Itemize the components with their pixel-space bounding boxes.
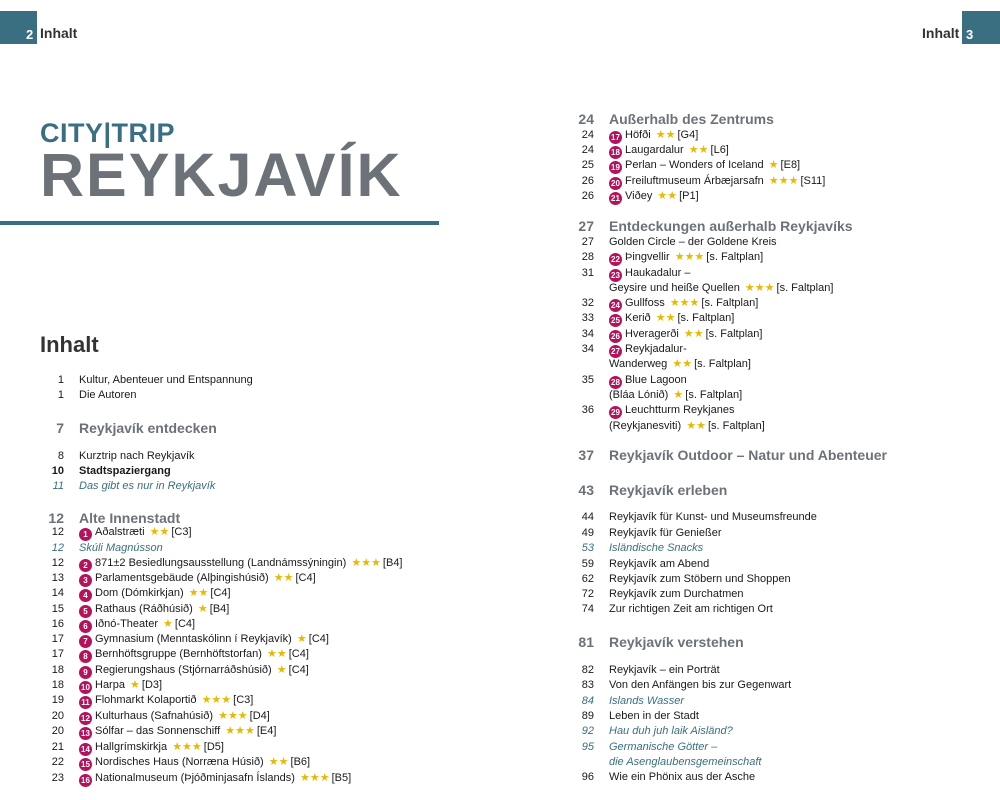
sight-number-badge: 2: [79, 559, 92, 572]
star-rating-icon: ★★★: [669, 297, 700, 309]
toc-entry-text: Rathaus (Ráðhúsið): [95, 603, 193, 615]
map-grid-reference: [B4]: [382, 557, 403, 569]
toc-page-number: 74: [581, 603, 594, 615]
star-rating-icon: ★: [276, 664, 287, 676]
toc-entry-label: [609, 632, 744, 652]
toc-entry-text: Golden Circle – der Goldene Kreis: [609, 236, 777, 248]
toc-entry-text: Wanderweg: [609, 358, 668, 370]
toc-entry-text: Reykjavík entdecken: [79, 420, 217, 436]
toc-entry-text: Germanische Götter –: [609, 741, 718, 753]
sight-number-badge: 29: [609, 406, 622, 419]
toc-entry-label: [609, 188, 699, 205]
toc-entry-text: Reykjavík für Genießer: [609, 527, 722, 539]
star-rating-icon: ★★★: [225, 725, 255, 737]
star-rating-icon: ★★: [655, 312, 676, 324]
toc-page-number: 37: [578, 447, 594, 463]
toc-page-number: 24: [581, 144, 594, 156]
toc-entry-text: Nationalmuseum (Þjóðminjasafn Íslands): [95, 772, 295, 784]
toc-entry-label: [609, 739, 717, 755]
map-grid-reference: [C4]: [288, 664, 309, 676]
star-rating-icon: ★★★: [744, 282, 775, 294]
toc-entry-text: Gymnasium (Menntaskólinn í Reykjavík): [95, 633, 292, 645]
sight-number-badge: 21: [609, 192, 622, 205]
star-rating-icon: ★: [130, 679, 140, 691]
toc-entry-text: Islands Wasser: [609, 695, 684, 707]
toc-entry-text: Reykjavík für Kunst- und Museumsfreunde: [609, 511, 817, 523]
toc-entry-text: Leben in der Stadt: [609, 710, 699, 722]
title-rule: [0, 221, 439, 225]
star-rating-icon: ★★: [267, 648, 287, 660]
sight-number-badge: 12: [79, 712, 92, 725]
toc-entry-label: [609, 693, 684, 709]
toc-entry-text: Kurztrip nach Reykjavík: [79, 450, 195, 462]
toc-entry-text: Laugardalur: [625, 144, 684, 156]
map-grid-reference: [C4]: [174, 618, 196, 630]
sight-number-badge: 26: [609, 330, 622, 343]
toc-entry-text: Parlamentsgebäude (Alþingishúsið): [95, 572, 269, 584]
toc-entry-text: Kerið: [625, 312, 651, 324]
toc-entry-text: Reykjavík erleben: [609, 482, 728, 498]
toc-entry-text: Freiluftmuseum Árbæjarsafn: [625, 175, 764, 187]
star-rating-icon: ★: [768, 159, 779, 171]
right-page-number: 3: [966, 27, 974, 42]
sight-number-badge: 10: [79, 681, 92, 694]
toc-page-number: 13: [51, 572, 64, 584]
toc-entry-text: Þingvellir: [625, 251, 670, 263]
toc-entry-text: Haukadalur –: [625, 267, 691, 279]
toc-entry-label: [609, 418, 765, 434]
toc-page-number: 84: [581, 695, 594, 707]
sight-number-badge: 18: [609, 146, 622, 159]
map-grid-reference: [C4]: [210, 587, 231, 599]
toc-page-number: 12: [51, 542, 64, 554]
toc-page-number: 21: [51, 741, 64, 753]
sight-number-badge: 11: [79, 696, 92, 709]
toc-entry-text: Skúli Magnússon: [79, 542, 163, 554]
map-grid-reference: [s. Faltplan]: [685, 389, 743, 401]
toc-entry-text: Reykjavík zum Stöbern und Shoppen: [609, 573, 791, 585]
toc-page-number: 96: [581, 771, 594, 783]
toc-page-number: 36: [581, 404, 594, 416]
sight-number-badge: 20: [609, 177, 622, 190]
toc-page-number: 92: [581, 725, 594, 737]
toc-entry-label: [79, 418, 217, 438]
star-rating-icon: ★★★: [351, 557, 381, 569]
toc-entry-text: Zur richtigen Zeit am richtigen Ort: [609, 603, 773, 615]
toc-entry-label: [609, 157, 800, 174]
sight-number-badge: 3: [79, 574, 92, 587]
toc-entry-label: [609, 525, 721, 541]
toc-page-number: 35: [581, 374, 594, 386]
sight-number-badge: 4: [79, 589, 92, 602]
toc-page-number: 12: [51, 557, 64, 569]
map-grid-reference: [E8]: [780, 159, 801, 171]
toc-entry-text: Stadtspaziergang: [79, 465, 171, 477]
toc-entry-label: [609, 556, 709, 572]
star-rating-icon: ★★: [268, 756, 289, 768]
star-rating-icon: ★: [296, 633, 307, 645]
map-grid-reference: [s. Faltplan]: [776, 282, 834, 294]
toc-entry-text: Höfði: [625, 129, 651, 141]
star-rating-icon: ★: [163, 618, 173, 630]
star-rating-icon: ★★★: [674, 251, 705, 263]
sight-number-badge: 28: [609, 376, 622, 389]
toc-page-number: 43: [578, 482, 594, 498]
sight-number-badge: 25: [609, 314, 622, 327]
map-grid-reference: [B4]: [209, 603, 230, 615]
toc-entry-text: (Bláa Lónið): [609, 389, 669, 401]
toc-entry-text: Reykjavík – ein Porträt: [609, 664, 720, 676]
sight-number-badge: 6: [79, 620, 92, 633]
star-rating-icon: ★: [197, 603, 208, 615]
toc-page-number: 27: [581, 236, 594, 248]
toc-entry-label: [79, 448, 195, 464]
toc-entry-text: Außerhalb des Zentrums: [609, 111, 774, 127]
star-rating-icon: ★★★: [768, 175, 799, 187]
sight-number-badge: 27: [609, 345, 622, 358]
toc-page-number: 18: [51, 664, 64, 676]
map-grid-reference: [C4]: [295, 572, 316, 584]
toc-entry-label: [609, 387, 742, 403]
sight-number-badge: 5: [79, 605, 92, 618]
toc-entry-text: Von den Anfängen bis zur Gegenwart: [609, 679, 792, 691]
toc-page-number: 82: [581, 664, 594, 676]
toc-page-number: 32: [581, 297, 594, 309]
toc-entry-text: Reykjavík verstehen: [609, 634, 744, 650]
toc-page-number: 17: [51, 648, 64, 660]
map-grid-reference: [s. Faltplan]: [705, 328, 763, 340]
toc-page-number: 11: [52, 480, 64, 492]
map-grid-reference: [D5]: [203, 741, 224, 753]
toc-entry-label: [79, 540, 163, 556]
right-running-header: Inhalt: [922, 25, 960, 41]
toc-page-number: 83: [581, 679, 594, 691]
map-grid-reference: [s. Faltplan]: [706, 251, 764, 263]
toc-entry-label: [609, 769, 755, 785]
star-rating-icon: ★: [673, 389, 684, 401]
toc-entry-text: (Reykjanesviti): [609, 420, 682, 432]
toc-page-number: 89: [581, 710, 594, 722]
toc-page-number: 26: [581, 175, 594, 187]
toc-entry-label: [609, 708, 699, 724]
toc-page-number: 24: [581, 129, 594, 141]
toc-page-number: 62: [581, 573, 594, 585]
toc-entry-label: [79, 646, 309, 663]
toc-entry-label: [609, 509, 817, 525]
map-grid-reference: [E4]: [256, 725, 277, 737]
map-grid-reference: [s. Faltplan]: [701, 297, 759, 309]
map-grid-reference: [L6]: [710, 144, 729, 156]
toc-page-number: 7: [56, 420, 64, 436]
toc-page-number: 25: [581, 159, 594, 171]
toc-entry-text: Isländische Snacks: [609, 542, 704, 554]
toc-entry-text: Kultur, Abenteuer und Entspannung: [79, 374, 253, 386]
toc-entry-text: Nordisches Haus (Norræna Húsið): [95, 756, 264, 768]
toc-entry-label: [79, 463, 171, 479]
map-grid-reference: [S11]: [800, 175, 826, 187]
star-rating-icon: ★★★: [218, 710, 248, 722]
toc-page-number: 49: [581, 527, 594, 539]
toc-heading: Inhalt: [40, 332, 99, 357]
toc-page-number: 12: [48, 510, 64, 526]
map-grid-reference: [C3]: [171, 526, 192, 538]
toc-entry-label: [609, 723, 733, 739]
star-rating-icon: ★★: [273, 572, 294, 584]
map-grid-reference: [B5]: [331, 772, 352, 784]
sight-number-badge: 7: [79, 635, 92, 648]
left-page-number: 2: [26, 27, 34, 42]
toc-entry-text: 871±2 Besiedlungsausstellung (Landnámssýningin): [95, 557, 347, 569]
toc-entry-text: Geysire und heiße Quellen: [609, 282, 740, 294]
sight-number-badge: 14: [79, 743, 92, 756]
star-rating-icon: ★★: [188, 587, 209, 599]
sight-number-badge: 19: [609, 161, 622, 174]
sight-number-badge: 15: [79, 758, 92, 771]
map-grid-reference: [D4]: [249, 710, 270, 722]
map-grid-reference: [B6]: [290, 756, 311, 768]
toc-page-number: 33: [581, 312, 594, 324]
sight-number-badge: 17: [609, 131, 622, 144]
map-grid-reference: [D3]: [141, 679, 163, 691]
map-grid-reference: [C4]: [308, 633, 329, 645]
toc-entry-label: [79, 692, 253, 709]
toc-page-number: 24: [578, 111, 594, 127]
toc-entry-text: Wie ein Phönix aus der Asche: [609, 771, 756, 783]
toc-entry-label: [609, 280, 833, 296]
map-grid-reference: [C3]: [233, 694, 254, 706]
toc-entry-label: [609, 310, 734, 327]
toc-entry-text: Leuchtturm Reykjanes: [625, 404, 735, 416]
toc-entry-text: Das gibt es nur in Reykjavík: [79, 480, 216, 492]
toc-entry-label: [79, 524, 192, 541]
toc-entry-label: [79, 478, 215, 494]
map-grid-reference: [s. Faltplan]: [707, 420, 765, 432]
toc-page-number: 27: [578, 218, 594, 234]
book-title: REYKJAVÍK: [40, 141, 403, 209]
toc-entry-text: Die Autoren: [79, 389, 137, 401]
toc-entry-text: Kulturhaus (Safnahúsið): [95, 710, 214, 722]
toc-entry-text: Hallgrímskirkja: [95, 741, 168, 753]
toc-entry-text: Viðey: [625, 190, 653, 202]
toc-entry-label: [79, 387, 136, 403]
sight-number-badge: 24: [609, 299, 622, 312]
toc-entry-label: [609, 601, 773, 617]
toc-page-number: 8: [57, 450, 64, 462]
toc-entry-label: [609, 234, 777, 250]
toc-page-number: 44: [581, 511, 594, 523]
toc-entry-text: Hau duh juh laik Aisländ?: [609, 725, 733, 737]
toc-page-number: 20: [51, 725, 64, 737]
star-rating-icon: ★★★: [300, 772, 330, 784]
toc-page-number: 59: [581, 558, 594, 570]
toc-entry-text: Blue Lagoon: [625, 374, 687, 386]
map-grid-reference: [P1]: [679, 190, 699, 202]
toc-entry-text: Dom (Dómkirkjan): [95, 587, 184, 599]
toc-page-number: 14: [51, 587, 64, 599]
star-rating-icon: ★★★: [172, 741, 202, 753]
toc-page-number: 19: [51, 694, 64, 706]
toc-entry-text: Entdeckungen außerhalb Reykjavíks: [609, 218, 853, 234]
toc-entry-label: [609, 445, 887, 465]
star-rating-icon: ★★: [657, 190, 678, 202]
toc-page-number: 1: [57, 389, 64, 401]
left-running-header: Inhalt: [40, 25, 78, 41]
map-grid-reference: [G4]: [677, 129, 699, 141]
toc-entry-text: Perlan – Wonders of Iceland: [625, 159, 764, 171]
toc-entry-text: Alte Innenstadt: [79, 510, 181, 526]
toc-entry-label: [79, 723, 276, 740]
toc-page-number: 15: [51, 603, 64, 615]
sight-number-badge: 9: [79, 666, 92, 679]
toc-page-number: 31: [581, 267, 594, 279]
toc-page-number: 34: [581, 328, 594, 340]
toc-entry-text: die Asenglaubensgemeinschaft: [609, 756, 762, 768]
toc-entry-text: Harpa: [95, 679, 125, 691]
star-rating-icon: ★★: [686, 420, 706, 432]
toc-page-number: 1: [57, 374, 64, 386]
toc-entry-label: [79, 754, 310, 771]
sight-number-badge: 22: [609, 253, 622, 266]
toc-entry-text: Reykjavík Outdoor – Natur und Abenteuer: [609, 447, 887, 463]
sight-number-badge: 8: [79, 650, 92, 663]
toc-entry-text: Regierungshaus (Stjórnarráðshúsið): [95, 664, 272, 676]
toc-entry-label: [609, 540, 703, 556]
sight-number-badge: 23: [609, 269, 622, 282]
star-rating-icon: ★★: [683, 328, 704, 340]
toc-page-number: 22: [51, 756, 64, 768]
toc-entry-text: Flohmarkt Kolaportið: [95, 694, 197, 706]
toc-entry-label: [609, 677, 791, 693]
brand-label: CITY|TRIP: [40, 118, 176, 148]
toc-page-number: 72: [581, 588, 594, 600]
toc-entry-text: Reykjavík zum Durchatmen: [609, 588, 744, 600]
sight-number-badge: 16: [79, 774, 92, 787]
toc-entry-text: Iðnó-Theater: [95, 618, 158, 630]
toc-entry-label: [609, 662, 720, 678]
toc-entry-label: [609, 249, 763, 266]
star-rating-icon: ★★: [655, 129, 676, 141]
toc-entry-label: [609, 586, 744, 602]
toc-entry-text: Reykjavík am Abend: [609, 558, 710, 570]
toc-page-number: 10: [51, 465, 64, 477]
map-grid-reference: [C4]: [288, 648, 309, 660]
toc-page-number: 20: [51, 710, 64, 722]
toc-entry-text: Gullfoss: [625, 297, 665, 309]
toc-entry-label: [609, 356, 751, 372]
toc-page-number: 34: [581, 343, 594, 355]
toc-entry-text: Aðalstræti: [95, 526, 145, 538]
toc-page-number: 26: [581, 190, 594, 202]
toc-entry-label: [79, 585, 231, 602]
toc-page-number: 28: [581, 251, 594, 263]
toc-page-number: 81: [578, 634, 594, 650]
toc-entry-text: Hveragerði: [625, 328, 679, 340]
toc-entry-label: [609, 402, 734, 419]
toc-page-number: 12: [51, 526, 64, 538]
sight-number-badge: 13: [79, 727, 92, 740]
star-rating-icon: ★★: [672, 358, 693, 370]
toc-entry-text: Reykjadalur-: [625, 343, 687, 355]
map-grid-reference: [s. Faltplan]: [677, 312, 735, 324]
map-grid-reference: [s. Faltplan]: [694, 358, 751, 370]
toc-entry-label: [609, 754, 761, 770]
toc-page-number: 17: [51, 633, 64, 645]
sight-number-badge: 1: [79, 528, 92, 541]
toc-entry-text: Sólfar – das Sonnenschiff: [95, 725, 221, 737]
toc-page-number: 23: [51, 772, 64, 784]
star-rating-icon: ★★: [688, 144, 709, 156]
toc-page-number: 95: [581, 741, 594, 753]
toc-page-number: 53: [581, 542, 594, 554]
star-rating-icon: ★★: [149, 526, 170, 538]
toc-entry-label: [609, 109, 774, 129]
toc-page-number: 16: [51, 618, 64, 630]
toc-entry-label: [79, 372, 253, 388]
toc-page-number: 18: [51, 679, 64, 691]
toc-entry-label: [609, 571, 791, 587]
star-rating-icon: ★★★: [201, 694, 232, 706]
toc-entry-label: [609, 480, 727, 500]
toc-entry-text: Bernhöftsgruppe (Bernhöftstorfan): [95, 648, 262, 660]
toc-entry-label: [609, 216, 853, 236]
toc-entry-label: [79, 770, 351, 787]
